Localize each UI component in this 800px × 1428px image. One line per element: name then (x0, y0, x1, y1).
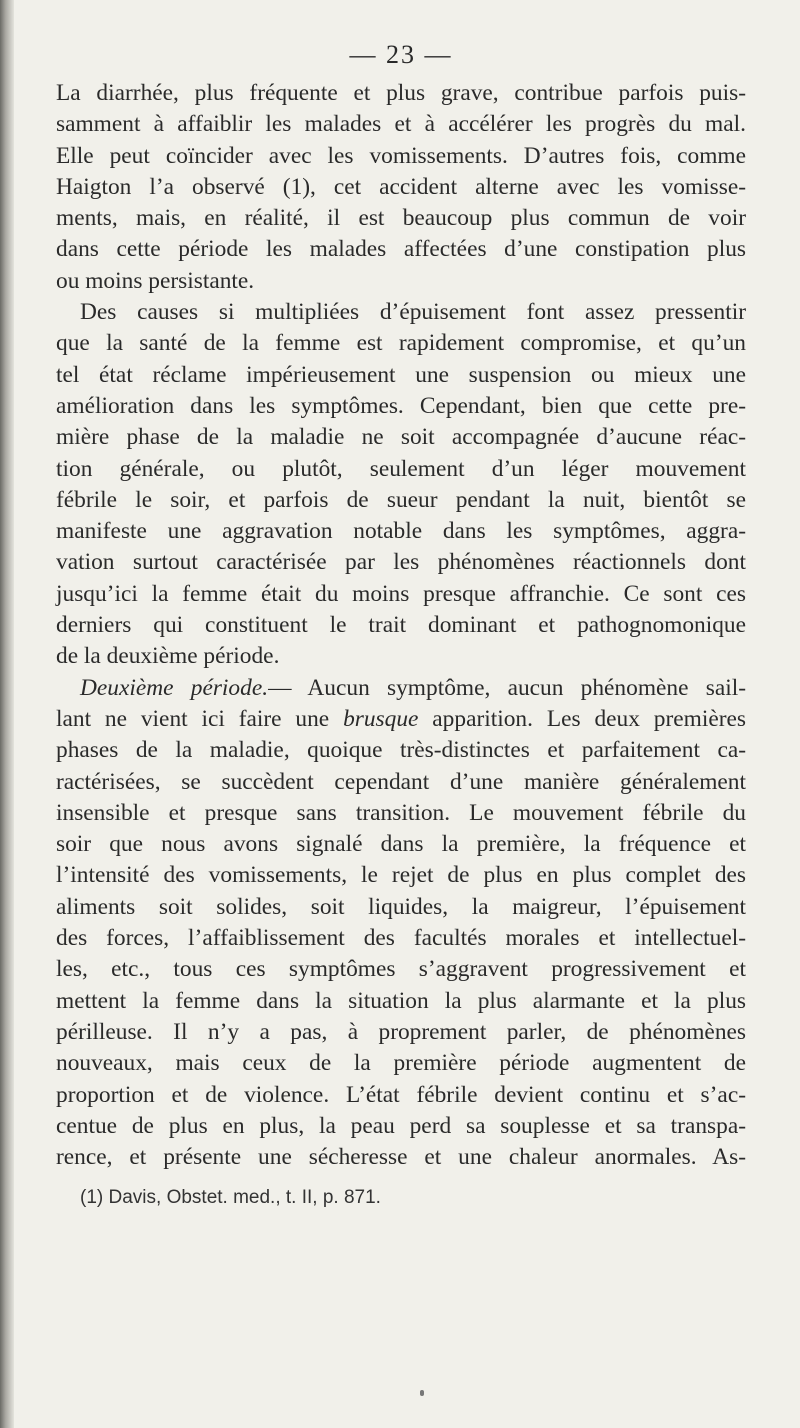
book-page (56, 40, 746, 1211)
paragraph-2 (56, 297, 746, 673)
text-line: insensible et presque sans transition. Le mouvement fébrile du (56, 799, 746, 826)
emphasis-word: brusque (343, 705, 419, 732)
text-line: Des causes si multipliées d’épuisement font assez pressentir (80, 299, 746, 326)
text-line: que la santé de la femme est rapidement compromise, et qu’un (56, 330, 746, 357)
text-line: phases de la maladie, quoique très-distinctes et parfaitement ca- (56, 737, 746, 764)
text-line: aliments soit solides, soit liquides, la maigreur, l’épuisement (56, 893, 746, 920)
text-line: samment à affaiblir les malades et à accélérer les progrès du mal. (56, 111, 746, 138)
text-line (56, 704, 746, 735)
text-line: manifeste une aggravation notable dans les symptômes, aggra- (56, 518, 746, 545)
text-line: jusqu’ici la femme était du moins presque affranchie. Ce sont ces (56, 580, 746, 607)
text-line: ments, mais, en réalité, il est beaucoup plus commun de voir (56, 205, 746, 232)
text-line: soir que nous avons signalé dans la première, la fréquence et (56, 831, 746, 858)
text-line: ou moins persistante. (56, 267, 255, 294)
text-run: apparition. Les deux premières (418, 705, 746, 732)
section-heading: Deuxième période. (80, 674, 269, 701)
text-line: de la deuxième période. (56, 643, 280, 670)
text-line: tion générale, ou plutôt, seulement d’un léger mouvement (56, 455, 746, 482)
text-line: proportion et de violence. L’état fébrile devient continu et s’ac- (56, 1081, 746, 1108)
text-line: La diarrhée, plus fréquente et plus grave, contribue parfois puis- (56, 80, 746, 106)
text-line: fébrile le soir, et parfois de sueur pendant la nuit, bientôt se (56, 486, 746, 513)
text-line: derniers qui constituent le trait dominant et pathognomonique (56, 612, 746, 639)
text-line: Haigton l’a observé (1), cet accident alterne avec les vomisse- (56, 173, 746, 200)
text-line: nouveaux, mais ceux de la première période augmentent de (56, 1050, 746, 1077)
text-line: périlleuse. Il n’y a pas, à proprement parler, de phénomènes (56, 1018, 746, 1045)
text-line (56, 673, 746, 704)
footnote: (1) Davis, Obstet. med., t. II, p. 871. (80, 1187, 381, 1209)
text-line: l’intensité des vomissements, le rejet de plus en plus complet des (56, 862, 746, 889)
text-line: mettent la femme dans la situation la plus alarmante et la plus (56, 987, 746, 1014)
paragraph-1 (56, 78, 746, 297)
text-run: lant ne vient ici faire une (56, 705, 344, 732)
text-line: tel état réclame impérieusement une suspension ou mieux une (56, 361, 746, 388)
paragraph-3 (56, 673, 746, 1174)
text-line: centue de plus en plus, la peau perd sa souplesse et sa transpa- (56, 1112, 746, 1139)
text-line: amélioration dans les symptômes. Cependant, bien que cette pre- (56, 392, 746, 419)
text-line: les, etc., tous ces symptômes s’aggravent progressivement et (56, 956, 746, 983)
text-line: mière phase de la maladie ne soit accompagnée d’aucune réac- (56, 424, 746, 451)
ink-speck (420, 1390, 424, 1396)
text-line: vation surtout caractérisée par les phénomènes réactionnels dont (56, 549, 746, 576)
page-number: — 23 — (349, 40, 453, 69)
text-line: des forces, l’affaiblissement des facultés morales et intellectuel- (56, 925, 746, 952)
text-line: dans cette période les malades affectées d’une constipation plus (56, 236, 746, 263)
text-line: Elle peut coïncider avec les vomissements. D’autres fois, comme (56, 142, 746, 169)
text-run: — Aucun symptôme, aucun phénomène sail- (268, 674, 746, 701)
text-line: rence, et présente une sécheresse et une chaleur anormales. As- (56, 1144, 746, 1171)
book-binding-edge (0, 0, 14, 1428)
text-line: ractérisées, se succèdent cependant d’une manière généralement (56, 768, 746, 795)
